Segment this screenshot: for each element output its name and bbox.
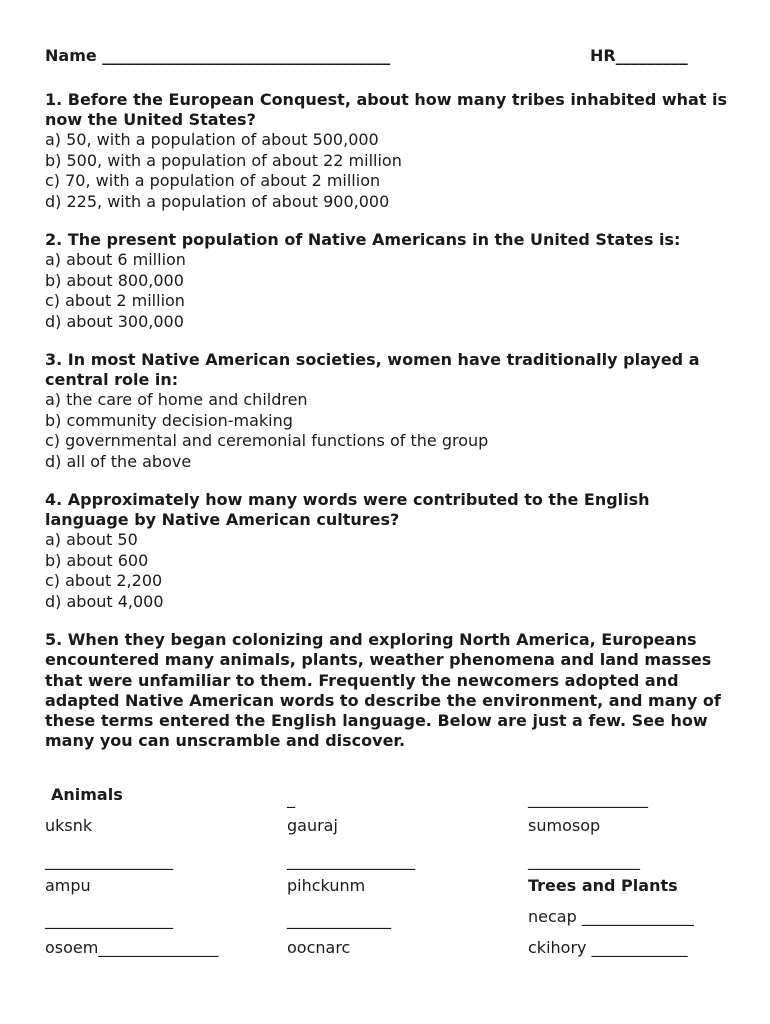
answer-options — [45, 250, 735, 332]
answer-blank[interactable]: _____________ — [287, 910, 391, 929]
unscramble-grid — [45, 785, 745, 965]
option-b: b) about 800,000 — [45, 270, 184, 290]
name-row — [45, 44, 735, 68]
question-text: 5. When they began colonizing and exploring North America, Europeans encountered many animals, plants, weather phenomena and land masses that were unfamiliar to them. Frequently the newcomers adopted and adapted Native American words to describe the environment, and many of these terms entered the English language. Below are just a few. See how many you can unscramble and discover. — [45, 630, 721, 751]
scrambled-word: sumosop — [528, 816, 601, 835]
question-2 — [45, 230, 735, 332]
question-1 — [45, 90, 735, 212]
answer-blank[interactable]: ______________ — [528, 851, 640, 870]
option-b: b) 500, with a population of about 22 million — [45, 150, 402, 170]
question-4 — [45, 490, 735, 612]
scrambled-word: gauraj — [287, 816, 338, 835]
answer-blank[interactable]: ________________ — [45, 910, 173, 929]
scrambled-word: oocnarc — [287, 938, 351, 957]
option-d: d) all of the above — [45, 451, 192, 471]
scrambled-word: ampu — [45, 876, 91, 895]
answer-blank[interactable]: ________________ — [45, 851, 173, 870]
option-a: a) 50, with a population of about 500,000 — [45, 130, 379, 149]
option-d: d) 225, with a population of about 900,000 — [45, 191, 390, 211]
option-c: c) governmental and ceremonial functions of the group — [45, 431, 489, 450]
scrambled-word: uksnk — [45, 816, 93, 835]
answer-blank[interactable]: _______________ — [528, 789, 648, 808]
scrambled-word[interactable]: osoem_______________ — [45, 938, 219, 957]
scrambled-word: pihckunm — [287, 876, 366, 895]
scrambled-word[interactable]: necap ______________ — [528, 907, 694, 926]
option-c: c) 70, with a population of about 2 million — [45, 171, 381, 190]
option-a: a) the care of home and children — [45, 390, 308, 409]
option-d: d) about 300,000 — [45, 311, 184, 331]
option-b: b) community decision-making — [45, 410, 293, 430]
worksheet — [45, 44, 735, 752]
question-5 — [45, 630, 735, 752]
option-b: b) about 600 — [45, 550, 149, 570]
option-a: a) about 6 million — [45, 250, 186, 269]
option-c: c) about 2 million — [45, 291, 185, 310]
answer-options — [45, 530, 735, 612]
option-c: c) about 2,200 — [45, 571, 163, 590]
question-text: 1. Before the European Conquest, about how many tribes inhabited what is now the United States? — [45, 90, 728, 129]
question-3 — [45, 350, 735, 472]
question-text: 4. Approximately how many words were contributed to the English language by Native American cultures? — [45, 490, 650, 529]
question-text: 2. The present population of Native Americans in the United States is: — [45, 230, 681, 249]
answer-blank[interactable]: ________________ — [287, 851, 415, 870]
option-d: d) about 4,000 — [45, 591, 164, 611]
trees-heading: Trees and Plants — [528, 876, 678, 895]
scrambled-word[interactable]: ckihory ____________ — [528, 938, 688, 957]
name-field[interactable]: Name ____________________________________ — [45, 46, 391, 65]
question-text: 3. In most Native American societies, women have traditionally played a central role in: — [45, 350, 700, 389]
option-a: a) about 50 — [45, 530, 138, 549]
answer-blank[interactable]: _ — [287, 789, 295, 808]
hr-field[interactable]: HR_________ — [590, 46, 688, 65]
answer-options — [45, 390, 735, 472]
animals-heading: Animals — [51, 785, 123, 804]
answer-options — [45, 130, 735, 212]
